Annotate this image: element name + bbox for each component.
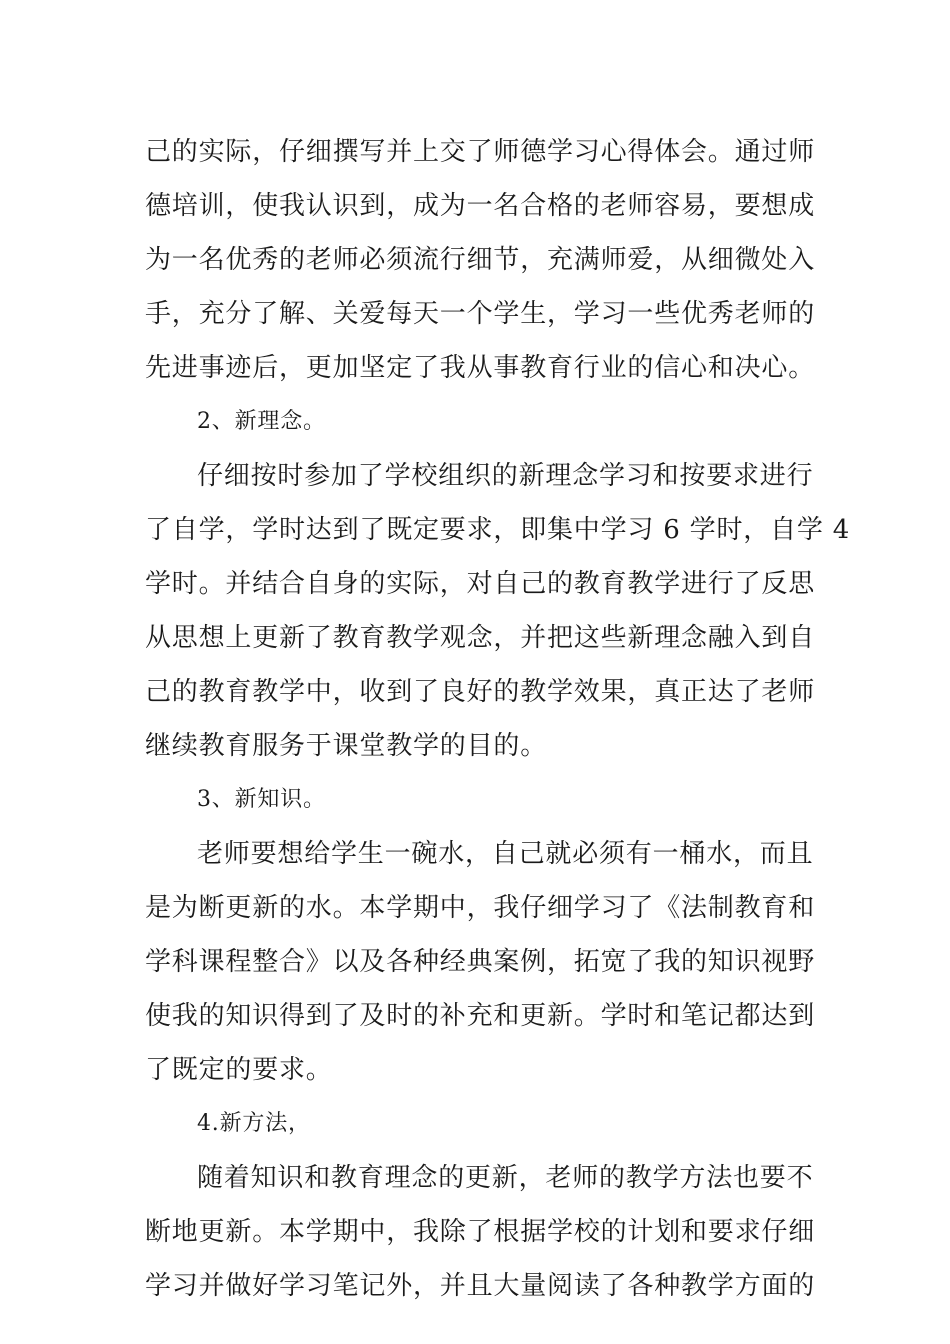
text-line: 己的教育教学中，收到了良好的教学效果，真正达了老师 (145, 677, 816, 707)
text-line: 仔细按时参加了学校组织的新理念学习和按要求进行 (197, 461, 814, 491)
section-heading-new-concept: 2、新理念。 (197, 409, 326, 434)
text-line: 使我的知识得到了及时的补充和更新。学时和笔记都达到 (145, 1001, 816, 1031)
section-heading-new-knowledge: 3、新知识。 (197, 787, 326, 812)
text-line: 是为断更新的水。本学期中，我仔细学习了《法制教育和 (145, 893, 816, 923)
text-line: 为一名优秀的老师必须流行细节，充满师爱，从细微处入 (145, 245, 816, 275)
paragraph-new-concept (145, 449, 851, 773)
text-line: 老师要想给学生一碗水，自己就必须有一桶水，而且 (197, 839, 814, 869)
document-body (145, 125, 851, 1313)
text-line: 学科课程整合》以及各种经典案例，拓宽了我的知识视野 (145, 947, 816, 977)
section-heading-new-method: 4.新方法， (197, 1111, 311, 1136)
paragraph-new-method (145, 1151, 816, 1313)
text-line: 了自学，学时达到了既定要求，即集中学习 6 学时，自学 4 (145, 515, 851, 545)
text-line: 手，充分了解、关爱每天一个学生，学习一些优秀老师的 (145, 299, 816, 329)
text-line: 先进事迹后，更加坚定了我从事教育行业的信心和决心。 (145, 353, 816, 383)
text-line: 学时。并结合自身的实际，对自己的教育教学进行了反思 (145, 569, 816, 599)
text-line: 断地更新。本学期中，我除了根据学校的计划和要求仔细 (145, 1217, 816, 1247)
text-line: 随着知识和教育理念的更新，老师的教学方法也要不 (197, 1163, 814, 1193)
text-line: 己的实际，仔细撰写并上交了师德学习心得体会。通过师 (145, 137, 816, 167)
text-line: 德培训，使我认识到，成为一名合格的老师容易，要想成 (145, 191, 816, 221)
text-line: 从思想上更新了教育教学观念，并把这些新理念融入到自 (145, 623, 816, 653)
text-line: 了既定的要求。 (145, 1055, 333, 1085)
text-line: 学习并做好学习笔记外，并且大量阅读了各种教学方面的 (145, 1271, 816, 1301)
paragraph-new-knowledge (145, 827, 816, 1097)
paragraph-teacher-ethics (145, 125, 816, 395)
text-line: 继续教育服务于课堂教学的目的。 (145, 731, 548, 761)
